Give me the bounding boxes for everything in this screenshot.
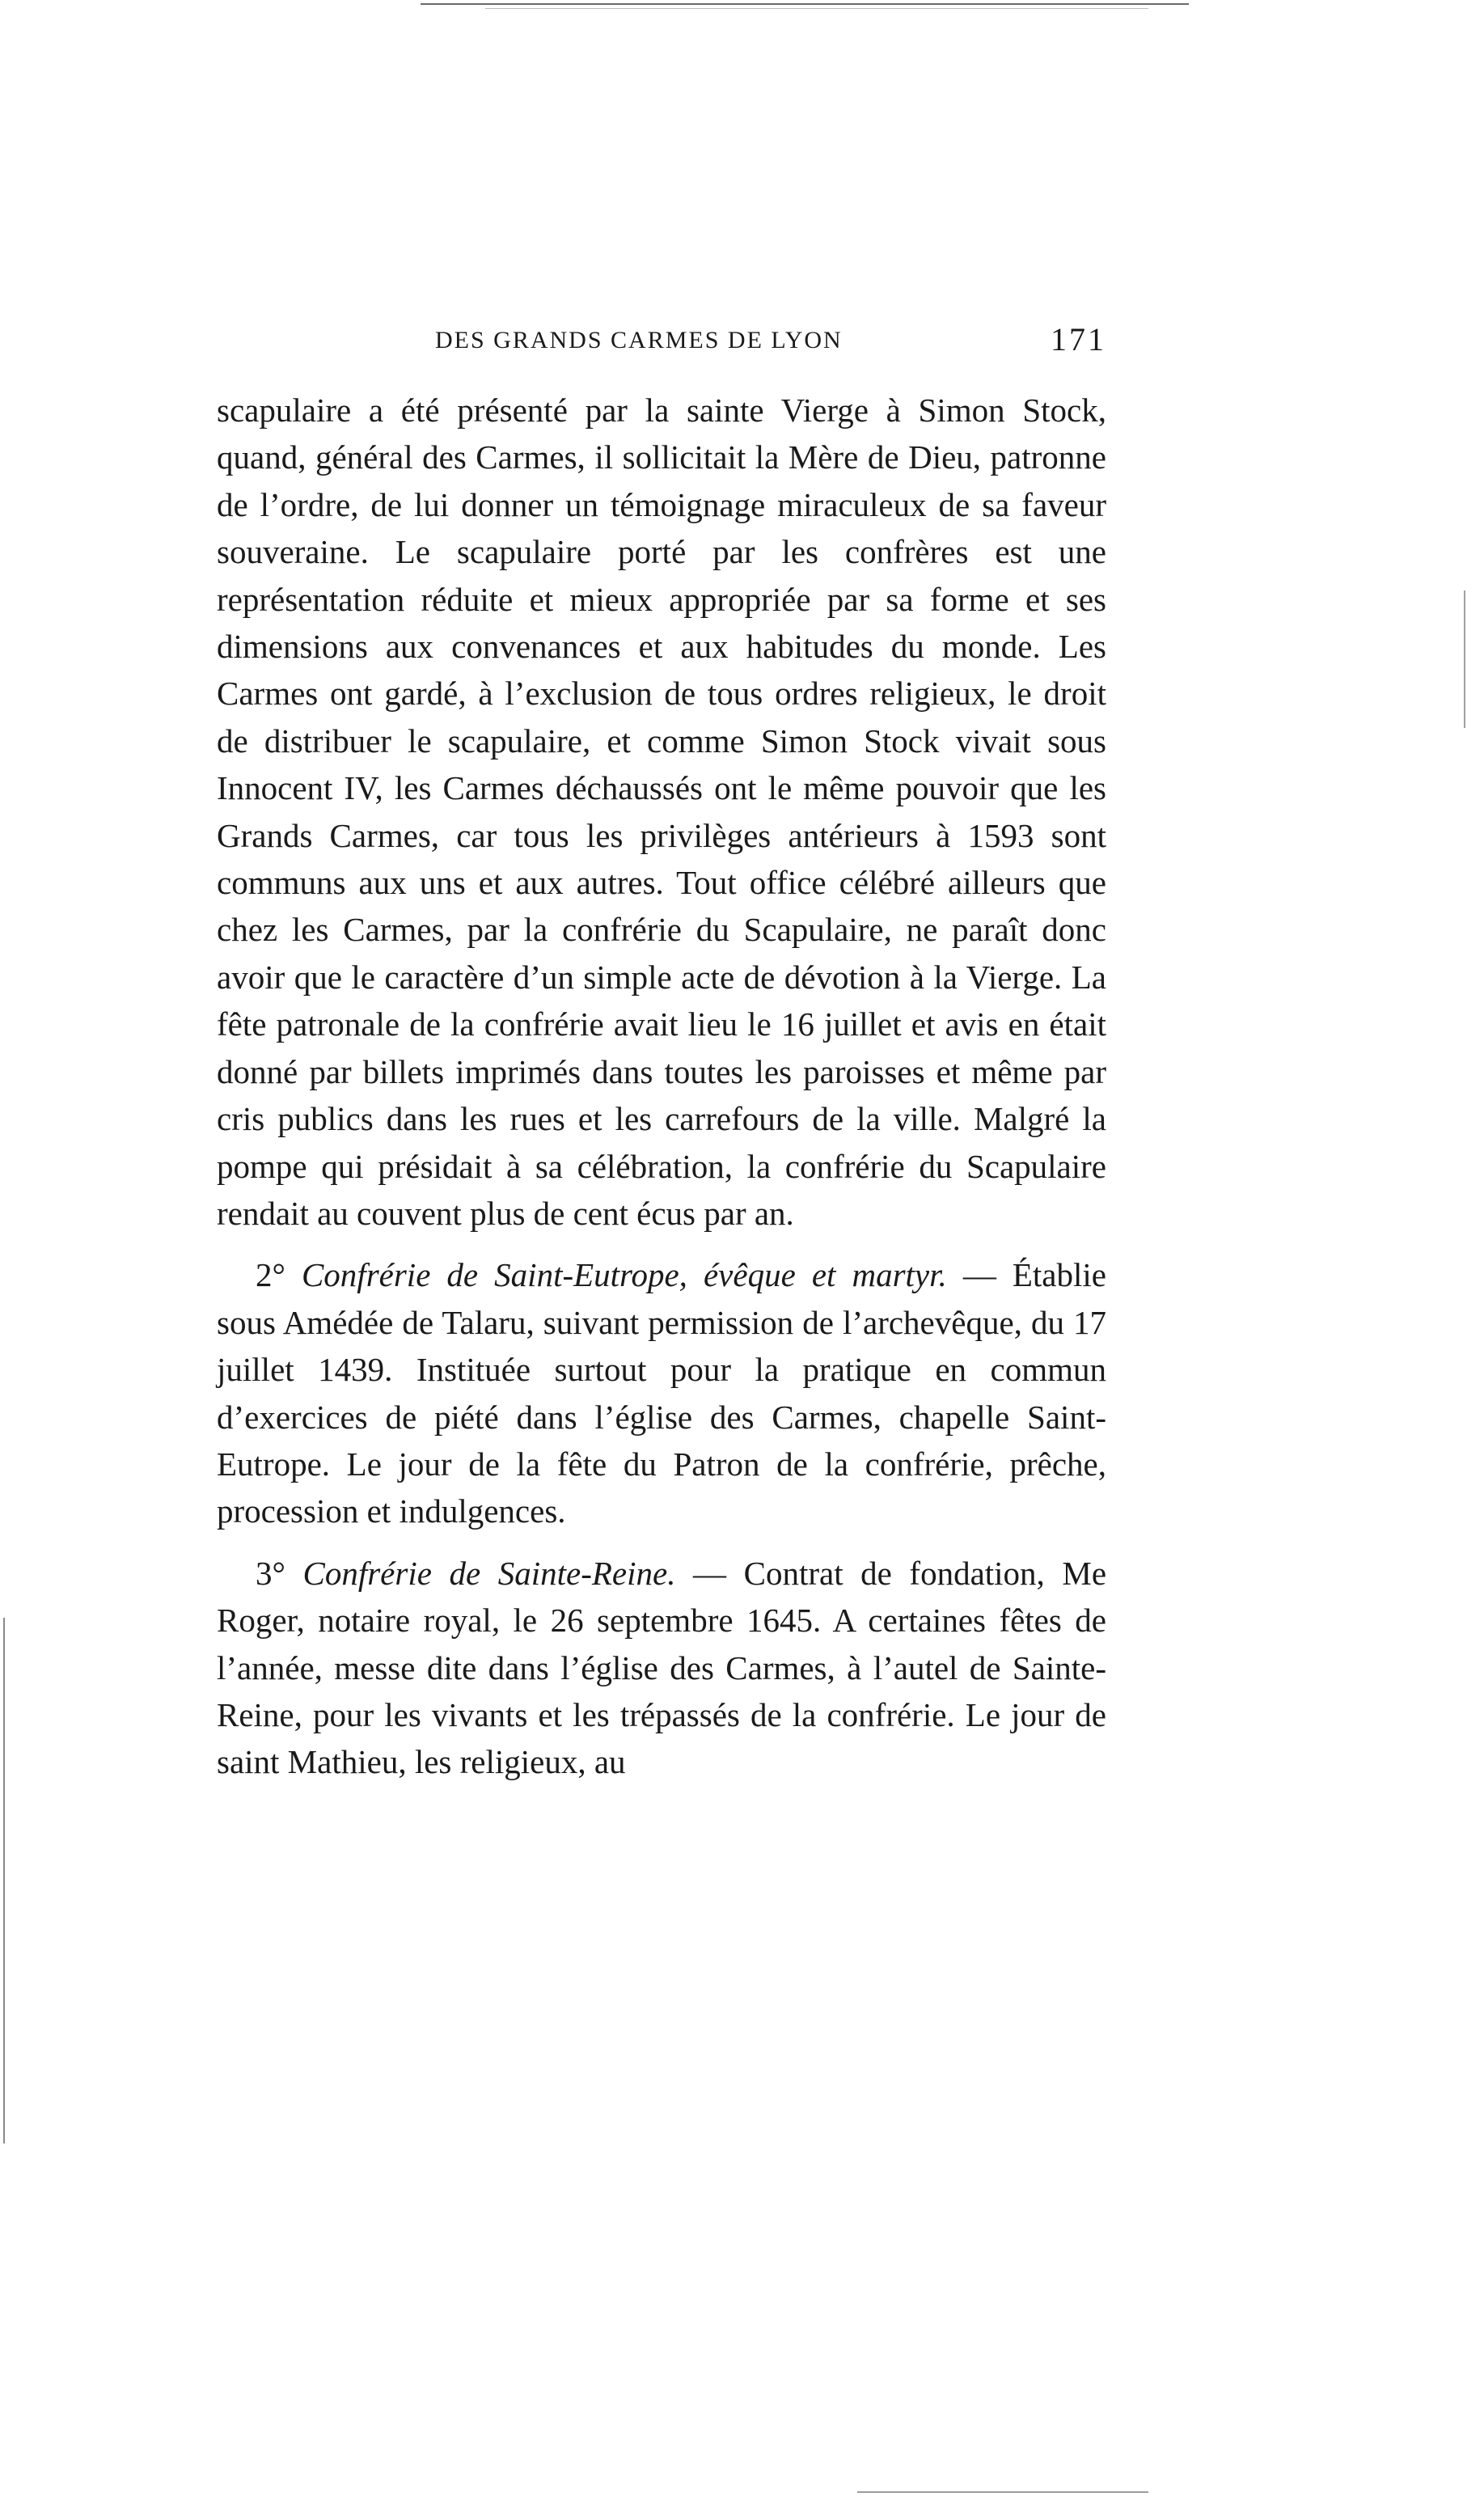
paragraph-number: 2° bbox=[256, 1256, 285, 1294]
running-head bbox=[217, 317, 1106, 366]
top-edge-faint-rule bbox=[485, 8, 1148, 9]
body-text bbox=[217, 387, 1106, 1786]
page-number: 171 bbox=[1051, 321, 1106, 358]
right-page-edge bbox=[1464, 590, 1465, 728]
bottom-edge-rule bbox=[857, 2491, 1148, 2493]
paragraph-text: — Contrat de fondation, Me Roger, notaire royal, le 26 septembre 1645. A certaines fêtes de l’année, messe dite dans l’église des Carmes, à l’autel de Sainte-Reine, pour les vivants et les trépassés de la confrérie. Le jour de saint Mathieu, les religieux, au bbox=[217, 1554, 1107, 1781]
top-edge-rule bbox=[421, 3, 1189, 5]
paragraph-sainte-reine bbox=[217, 1550, 1106, 1786]
paragraph-number: 3° bbox=[256, 1554, 285, 1592]
paragraph-scapulaire bbox=[217, 387, 1106, 1237]
paragraph-saint-eutrope bbox=[217, 1251, 1106, 1534]
running-title: DES GRANDS CARMES DE LYON bbox=[435, 327, 843, 353]
paragraph-heading: Confrérie de Saint-Eutrope, évêque et martyr. bbox=[301, 1256, 947, 1294]
left-page-edge bbox=[3, 1618, 5, 2143]
paragraph-text: scapulaire a été présenté par la sainte Vierge à Simon Stock, quand, général des Carmes, il sollicitait la Mère de Dieu, patronne de l’ordre, de lui donner un témoignage miraculeux de sa faveur souveraine. Le scapulaire porté par les confrères est une représentation réduite et mieux appropriée par sa forme et ses dimensions aux convenances et aux habitudes du monde. Les Carmes ont gardé, à l’exclusion de tous ordres religieux, le droit de distribuer le scapulaire, et comme Simon Stock vivait sous Innocent IV, les Carmes déchaussés ont le même pouvoir que les Grands Carmes, car tous les privilèges antérieurs à 1593 sont communs aux uns et aux autres. Tout office célébré ailleurs que chez les Carmes, par la confrérie du Scapulaire, ne paraît donc avoir que le caractère d’un simple acte de dévotion à la Vierge. La fête patronale de la confrérie avait lieu le 16 juillet et avis en était donné par billets imprimés dans toutes les paroisses et même par cris publics dans les rues et les carrefours de la ville. Malgré la pompe qui présidait à sa célébration, la confrérie du Scapulaire rendait au couvent plus de cent écus par an. bbox=[217, 391, 1106, 1232]
paragraph-text: — Établie sous Amédée de Talaru, suivant permission de l’archevêque, du 17 juillet 1439. Instituée surtout pour la pratique en commun d’exercices de piété dans l’église des Carmes, chapelle Saint-Eutrope. Le jour de la fête du Patron de la confrérie, prêche, procession et indulgences. bbox=[217, 1256, 1106, 1530]
paragraph-heading: Confrérie de Sainte-Reine. bbox=[302, 1554, 676, 1592]
